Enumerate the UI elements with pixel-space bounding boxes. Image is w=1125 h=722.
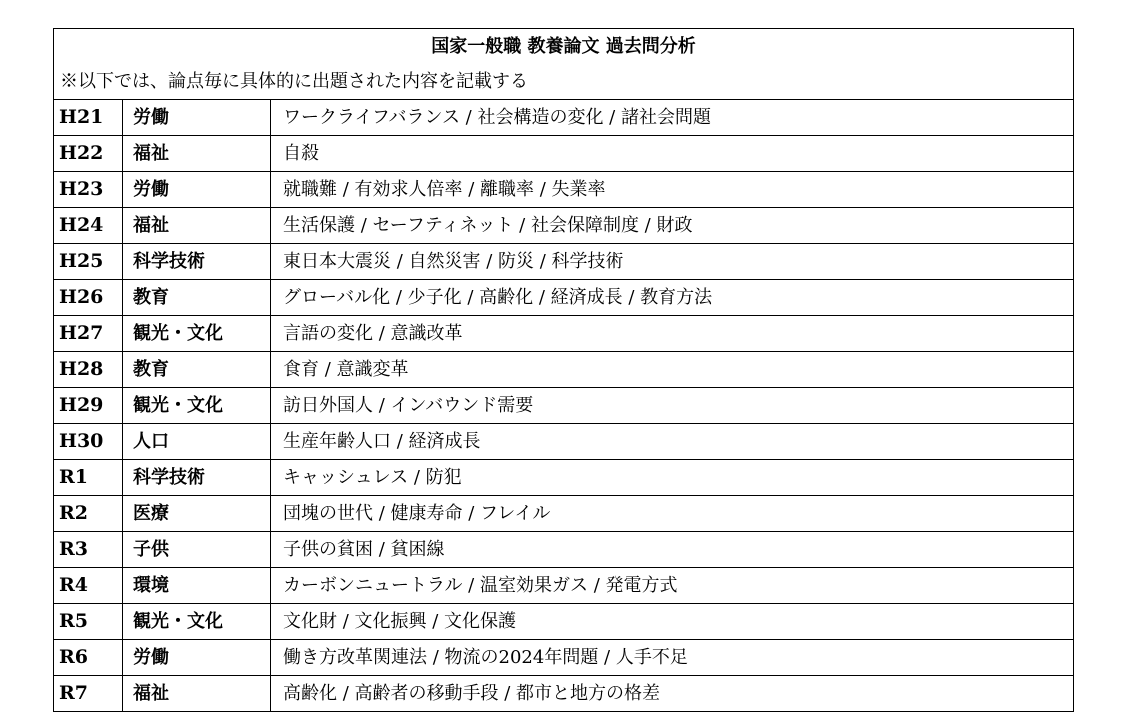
table-row bbox=[54, 568, 1074, 604]
year-cell: H21 bbox=[54, 100, 123, 136]
topics-cell: カーボンニュートラル / 温室効果ガス / 発電方式 bbox=[271, 568, 1074, 604]
table-row bbox=[54, 280, 1074, 316]
field-cell: 環境 bbox=[123, 568, 271, 604]
topics-cell: 働き方改革関連法 / 物流の2024年問題 / 人手不足 bbox=[271, 640, 1074, 676]
topics-cell: 自殺 bbox=[271, 136, 1074, 172]
field-cell: 観光・文化 bbox=[123, 316, 271, 352]
year-cell: H23 bbox=[54, 172, 123, 208]
table-row bbox=[54, 676, 1074, 712]
year-cell: R5 bbox=[54, 604, 123, 640]
year-cell: R4 bbox=[54, 568, 123, 604]
field-cell: 人口 bbox=[123, 424, 271, 460]
year-cell: H25 bbox=[54, 244, 123, 280]
table-note: ※以下では、論点毎に具体的に出題された内容を記載する bbox=[54, 64, 1074, 100]
year-cell: R6 bbox=[54, 640, 123, 676]
table-row bbox=[54, 388, 1074, 424]
table-title: 国家一般職 教養論文 過去問分析 bbox=[54, 29, 1074, 65]
year-cell: H27 bbox=[54, 316, 123, 352]
field-cell: 子供 bbox=[123, 532, 271, 568]
field-cell: 福祉 bbox=[123, 136, 271, 172]
title-row bbox=[54, 29, 1074, 65]
table-row bbox=[54, 424, 1074, 460]
topics-cell: 生産年齢人口 / 経済成長 bbox=[271, 424, 1074, 460]
topics-cell: 子供の貧困 / 貧困線 bbox=[271, 532, 1074, 568]
topics-cell: ワークライフバランス / 社会構造の変化 / 諸社会問題 bbox=[271, 100, 1074, 136]
table-row bbox=[54, 172, 1074, 208]
field-cell: 教育 bbox=[123, 280, 271, 316]
field-cell: 福祉 bbox=[123, 676, 271, 712]
topics-cell: 訪日外国人 / インバウンド需要 bbox=[271, 388, 1074, 424]
year-cell: H26 bbox=[54, 280, 123, 316]
field-cell: 労働 bbox=[123, 100, 271, 136]
field-cell: 福祉 bbox=[123, 208, 271, 244]
topics-cell: 言語の変化 / 意識改革 bbox=[271, 316, 1074, 352]
year-cell: H29 bbox=[54, 388, 123, 424]
table-row bbox=[54, 640, 1074, 676]
topics-cell: 文化財 / 文化振興 / 文化保護 bbox=[271, 604, 1074, 640]
table-row bbox=[54, 460, 1074, 496]
field-cell: 労働 bbox=[123, 640, 271, 676]
table-row bbox=[54, 316, 1074, 352]
year-cell: H30 bbox=[54, 424, 123, 460]
exam-analysis-table bbox=[53, 28, 1074, 712]
topics-cell: 団塊の世代 / 健康寿命 / フレイル bbox=[271, 496, 1074, 532]
table-row bbox=[54, 208, 1074, 244]
table-row bbox=[54, 532, 1074, 568]
table-row bbox=[54, 100, 1074, 136]
field-cell: 観光・文化 bbox=[123, 388, 271, 424]
field-cell: 科学技術 bbox=[123, 460, 271, 496]
table-row bbox=[54, 496, 1074, 532]
table-row bbox=[54, 136, 1074, 172]
field-cell: 医療 bbox=[123, 496, 271, 532]
table-row bbox=[54, 352, 1074, 388]
year-cell: R3 bbox=[54, 532, 123, 568]
field-cell: 観光・文化 bbox=[123, 604, 271, 640]
table-row bbox=[54, 244, 1074, 280]
note-row bbox=[54, 64, 1074, 100]
topics-cell: 高齢化 / 高齢者の移動手段 / 都市と地方の格差 bbox=[271, 676, 1074, 712]
topics-cell: 食育 / 意識変革 bbox=[271, 352, 1074, 388]
year-cell: R2 bbox=[54, 496, 123, 532]
year-cell: R1 bbox=[54, 460, 123, 496]
topics-cell: 就職難 / 有効求人倍率 / 離職率 / 失業率 bbox=[271, 172, 1074, 208]
year-cell: R7 bbox=[54, 676, 123, 712]
topics-cell: グローバル化 / 少子化 / 高齢化 / 経済成長 / 教育方法 bbox=[271, 280, 1074, 316]
field-cell: 科学技術 bbox=[123, 244, 271, 280]
year-cell: H24 bbox=[54, 208, 123, 244]
topics-cell: 東日本大震災 / 自然災害 / 防災 / 科学技術 bbox=[271, 244, 1074, 280]
topics-cell: キャッシュレス / 防犯 bbox=[271, 460, 1074, 496]
year-cell: H28 bbox=[54, 352, 123, 388]
topics-cell: 生活保護 / セーフティネット / 社会保障制度 / 財政 bbox=[271, 208, 1074, 244]
year-cell: H22 bbox=[54, 136, 123, 172]
field-cell: 労働 bbox=[123, 172, 271, 208]
field-cell: 教育 bbox=[123, 352, 271, 388]
table-row bbox=[54, 604, 1074, 640]
